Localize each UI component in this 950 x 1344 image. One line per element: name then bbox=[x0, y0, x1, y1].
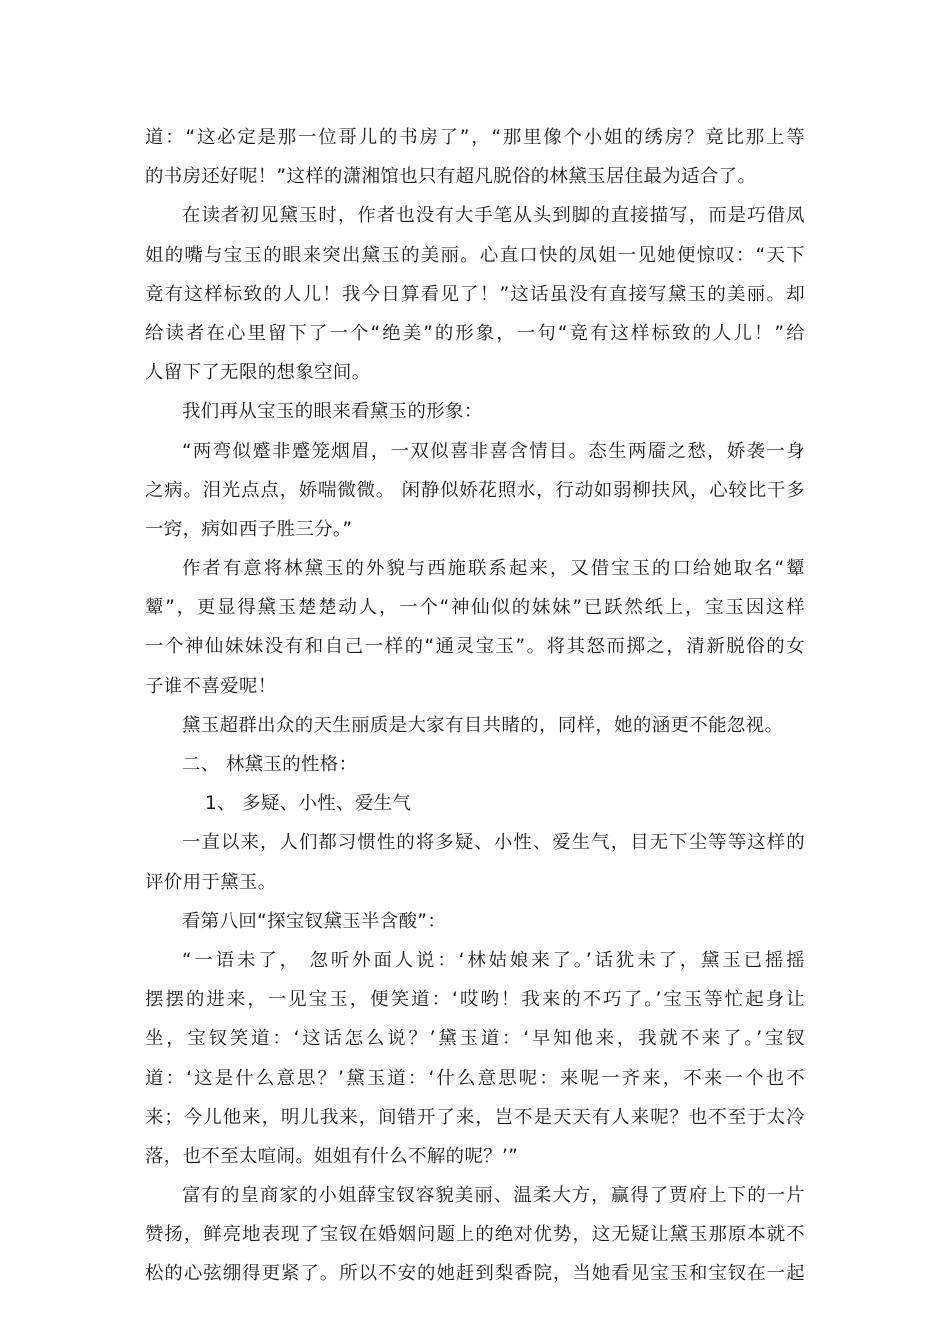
text-line: 赞扬，鲜亮地表现了宝钗在婚姻问题上的绝对优势，这无疑让黛玉那原本就不 bbox=[145, 1224, 805, 1246]
text-line: 摆摆的进来，一见宝玉，便笑道：‘哎哟！我来的不巧了。’宝玉等忙起身让 bbox=[145, 989, 805, 1011]
text-line: 的书房还好呢！”这样的潇湘馆也只有超凡脱俗的林黛玉居住最为适合了。 bbox=[145, 166, 757, 188]
text-line: 竟有这样标致的人儿！我今日算看见了！”这话虽没有直接写黛玉的美丽。却 bbox=[145, 283, 805, 305]
text-line: 松的心弦绷得更紧了。所以不安的她赶到梨香院，当她看见宝玉和宝钗在一起 bbox=[145, 1263, 805, 1285]
text-line: “两弯似蹙非蹙笼烟眉，一双似喜非喜含情目。态生两靥之愁，娇袭一身 bbox=[182, 440, 805, 462]
text-line: 坐，宝钗笑道：‘这话怎么说？’黛玉道：‘早知他来，我就不来了。’宝钗 bbox=[145, 1028, 805, 1050]
text-line: 1、 多疑、小性、爱生气 bbox=[205, 793, 412, 815]
text-line: 姐的嘴与宝玉的眼来突出黛玉的美丽。心直口快的凤姐一见她便惊叹：“天下 bbox=[145, 244, 805, 266]
text-line: 道：‘这是什么意思？’黛玉道：‘什么意思呢：来呢一齐来，不来一个也不 bbox=[145, 1067, 805, 1089]
text-line: 富有的皇商家的小姐薛宝钗容貌美丽、温柔大方，赢得了贾府上下的一片 bbox=[182, 1185, 805, 1207]
text-line: 给读者在心里留下了一个“绝美”的形象，一句“竟有这样标致的人儿！”给 bbox=[145, 322, 805, 344]
text-line: “一语未了， 忽听外面人说：‘林姑娘来了。’话犹未了，黛玉已摇摇 bbox=[182, 949, 805, 971]
text-line: 评价用于黛玉。 bbox=[145, 871, 277, 893]
text-line: 二、 林黛玉的性格： bbox=[182, 754, 358, 775]
text-line: 在读者初见黛玉时，作者也没有大手笔从头到脚的直接描写，而是巧借凤 bbox=[182, 205, 805, 227]
text-line: 落，也不至太喧闹。姐姐有什么不解的呢？’” bbox=[145, 1145, 519, 1167]
text-line: 来；今儿他来，明儿我来，间错开了来，岂不是天天有人来呢？也不至于太冷 bbox=[145, 1106, 805, 1128]
text-line: 人留下了无限的想象空间。 bbox=[145, 362, 371, 384]
text-line: 一个神仙妹妹没有和自己一样的“通灵宝玉”。将其怒而掷之，清新脱俗的女 bbox=[145, 636, 805, 658]
text-line: 一窍，病如西子胜三分。” bbox=[145, 518, 353, 540]
text-line: 一直以来，人们都习惯性的将多疑、小性、爱生气，目无下尘等等这样的 bbox=[182, 832, 805, 854]
text-line: 之病。泪光点点，娇喘微微。 闲静似娇花照水，行动如弱柳扶风，心较比干多 bbox=[145, 479, 805, 501]
text-line: 颦”，更显得黛玉楚楚动人，一个“神仙似的妹妹”已跃然纸上，宝玉因这样 bbox=[145, 597, 805, 619]
body-text bbox=[145, 118, 805, 1294]
text-line: 我们再从宝玉的眼来看黛玉的形象： bbox=[182, 401, 483, 423]
text-line: 子谁不喜爱呢！ bbox=[145, 675, 277, 697]
text-line: 道：“这必定是那一位哥儿的书房了”，“那里像个小姐的绣房？竟比那上等 bbox=[145, 127, 805, 148]
text-line: 看第八回“探宝钗黛玉半含酸”： bbox=[182, 910, 447, 932]
text-line: 黛玉超群出众的天生丽质是大家有目共睹的，同样，她的涵更不能忽视。 bbox=[182, 714, 784, 736]
text-line: 作者有意将林黛玉的外貌与西施联系起来，又借宝玉的口给她取名“颦 bbox=[182, 558, 805, 580]
